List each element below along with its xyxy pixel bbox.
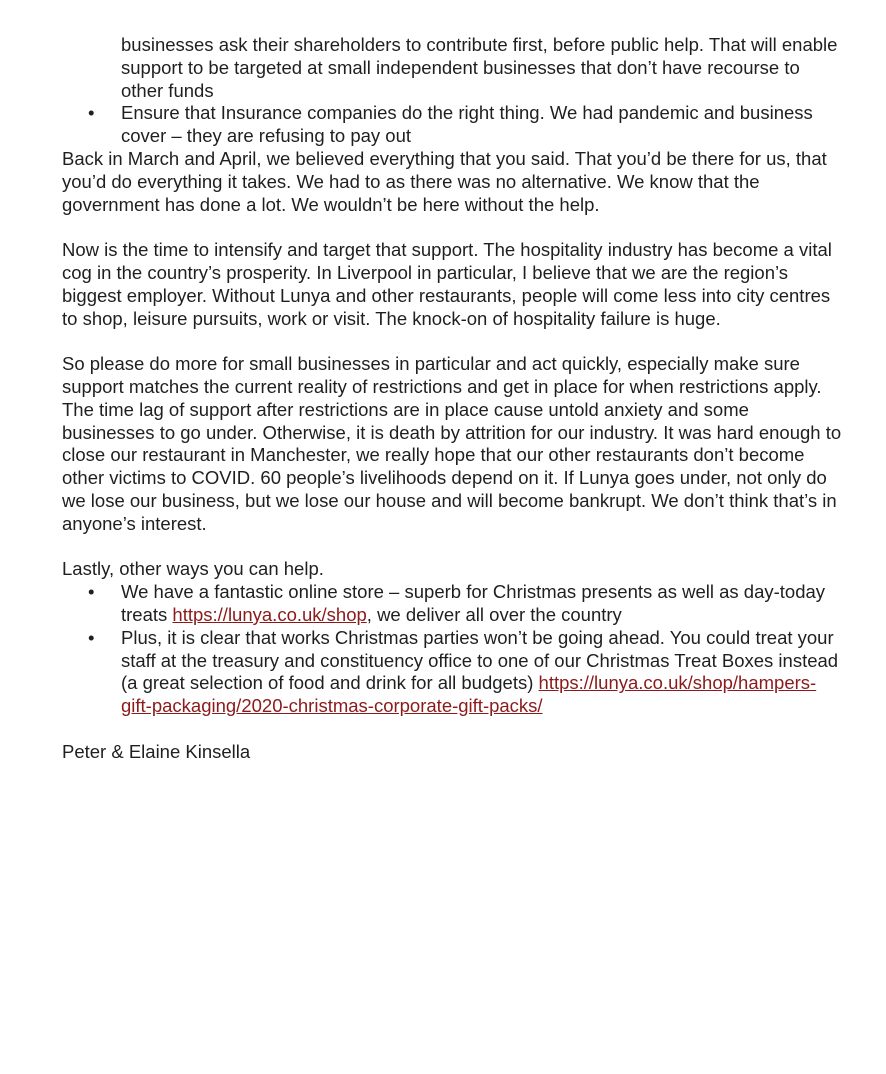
paragraph-gap: [62, 718, 842, 741]
list-item: [62, 581, 842, 627]
bullet-text-after: , we deliver all over the country: [366, 603, 622, 625]
letter-page: [62, 34, 842, 764]
list-item: [62, 102, 842, 148]
paragraph-back-in-march: Back in March and April, we believed everything that you said. That you’d be there for us, that you’d do everything it takes. We had to as there was no alternative. We know that the government has done a lot. We wouldn’t be here without the help.: [62, 147, 827, 215]
shop-link[interactable]: https://lunya.co.uk/shop: [172, 603, 367, 625]
paragraph-gap: [62, 536, 842, 559]
bullet-dot: •: [88, 102, 95, 124]
list-item: [62, 627, 842, 718]
bullet-text-before: Plus, it is clear that works Christmas parties won’t be going ahead. You could treat your staff at the treasury and constituency office to one of our Christmas Treat Boxes instead (a great selection of food and drink for all budgets): [121, 626, 839, 694]
bullet-dot: •: [88, 626, 95, 648]
paragraph-please-do-more: So please do more for small businesses in particular and act quickly, especially make sure support matches the current reality of restrictions and get in place for when restrictions apply. The time lag of support after restrictions are in place cause untold anxiety and some businesses to go under. Otherwise, it is death by attrition for our industry. It was hard enough to close our restaurant in Manchester, we really hope that our other restaurants don’t become other victims to COVID. 60 people’s livelihoods depend on it. If Lunya goes under, not only do we lose our business, but we lose our house and will become bankrupt. We don’t think that’s in anyone’s interest.: [62, 353, 842, 534]
bullet-text: Ensure that Insurance companies do the right thing. We had pandemic and business cover – they are refusing to pay out: [121, 102, 813, 147]
paragraph-intensify-support: Now is the time to intensify and target that support. The hospitality industry has become a vital cog in the country’s prosperity. In Liverpool in particular, I believe that we are the region’s biggest employer. Without Lunya and other restaurants, people will come less into city centres to shop, leisure pursuits, work or visit. The knock-on of hospitality failure is huge.: [62, 239, 832, 329]
corporate-gift-packs-link[interactable]: https://lunya.co.uk/shop/hampers-gift-packaging/2020-christmas-corporate-gift-packs/: [121, 672, 817, 717]
paragraph-lastly: Lastly, other ways you can help.: [62, 558, 324, 580]
bullet-continuation: businesses ask their shareholders to contribute first, before public help. That will enable support to be targeted at small independent businesses that don’t have recourse to other funds: [121, 34, 838, 101]
bullet-text-before: We have a fantastic online store – superb for Christmas presents as well as day-today treats: [121, 581, 826, 625]
top-bullet-list: [62, 102, 842, 148]
bottom-bullet-list: [62, 581, 842, 718]
signature: Peter & Elaine Kinsella: [62, 740, 251, 762]
paragraph-gap: [62, 330, 842, 353]
bullet-dot: •: [88, 581, 95, 603]
paragraph-gap: [62, 216, 842, 239]
